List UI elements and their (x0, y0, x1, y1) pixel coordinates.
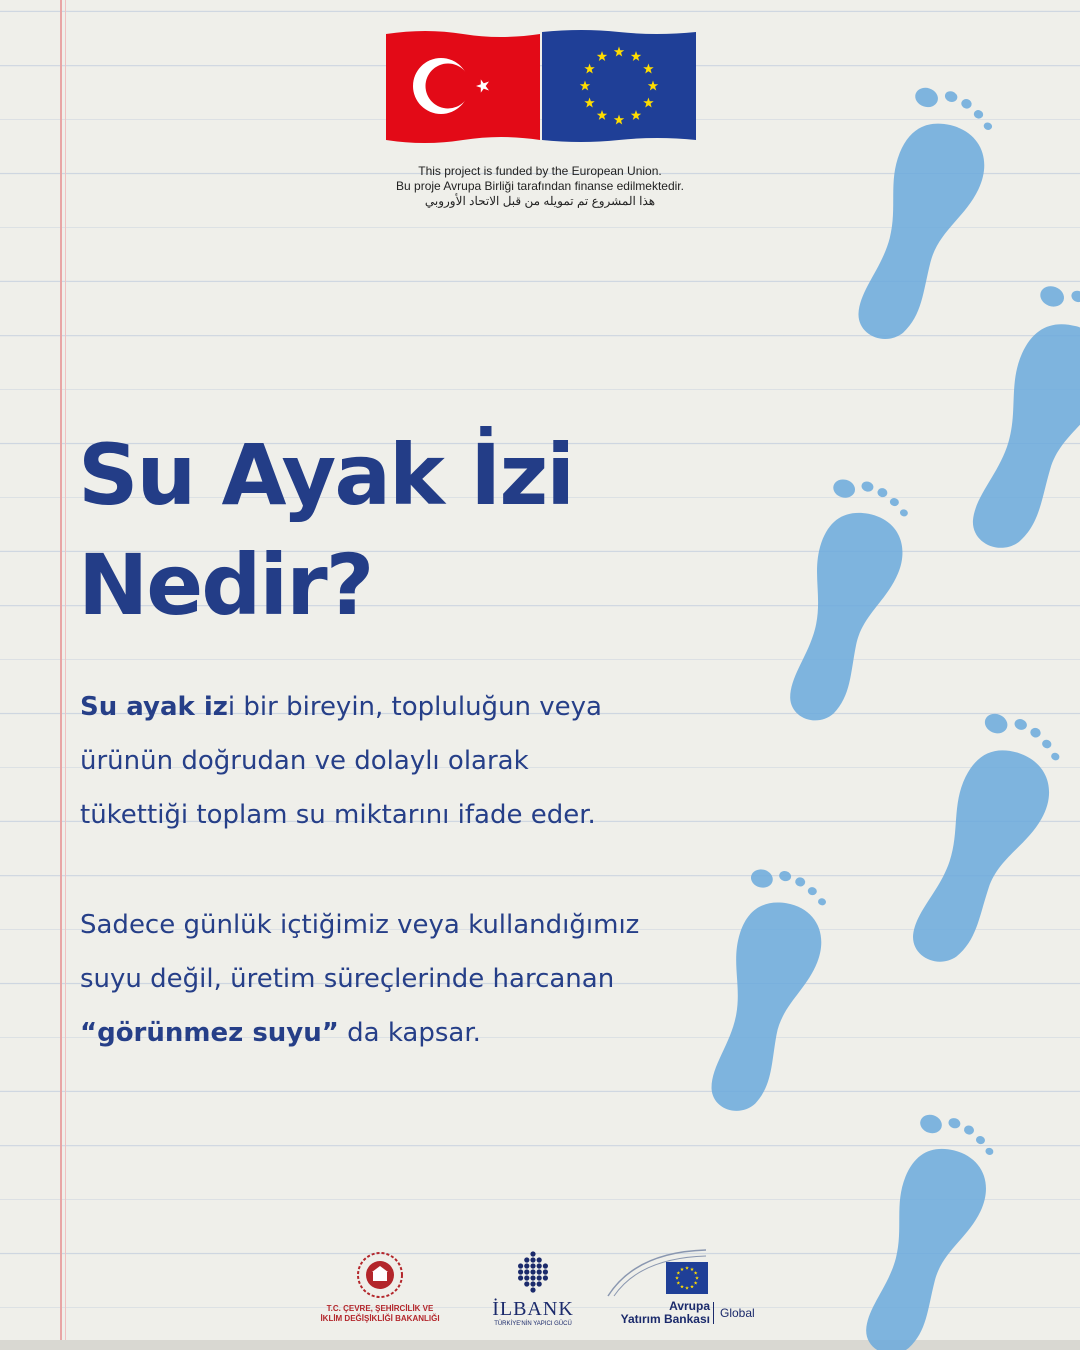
ilbank-dot (518, 1269, 523, 1274)
ilbank-dot (530, 1269, 535, 1274)
definition-line-1: i bir bireyin, topluluğun veya (227, 692, 602, 722)
ilbank-dot (530, 1287, 535, 1292)
title-line-1: Su Ayak İzi (78, 426, 574, 524)
ilbank-dot (530, 1257, 535, 1262)
ministry-name-line-1: T.C. ÇEVRE, ŞEHİRCİLİK VE (326, 1304, 434, 1313)
page-title (78, 420, 698, 640)
ilbank-dot (524, 1269, 529, 1274)
ilbank-dots-icon (510, 1250, 556, 1294)
ilbank-dot (530, 1251, 535, 1256)
margin-line (60, 0, 62, 1350)
ilbank-dot (524, 1257, 529, 1262)
turkey-flag-icon (386, 28, 540, 143)
ilbank-dot (537, 1269, 542, 1274)
eib-name-line-1: Avrupa (669, 1299, 710, 1313)
funding-line-tr: Bu proje Avrupa Birliği tarafından finanse edilmektedir. (396, 179, 684, 193)
ilbank-dot (530, 1263, 535, 1268)
eib-logo (606, 1248, 766, 1332)
ilbank-dot (537, 1257, 542, 1262)
torn-bottom-edge (0, 1340, 1080, 1350)
ilbank-dot (530, 1281, 535, 1286)
scope-line-3: da kapsar. (338, 1018, 481, 1048)
ilbank-dot (537, 1281, 542, 1286)
ministry-logo (300, 1250, 460, 1330)
definition-keyword: Su ayak iz (80, 692, 228, 722)
flags-group (386, 28, 696, 143)
ilbank-dot (518, 1263, 523, 1268)
ilbank-dot (524, 1263, 529, 1268)
scope-line-2: suyu değil, üretim süreçlerinde harcanan (80, 964, 615, 994)
ilbank-dot (524, 1281, 529, 1286)
ilbank-dot (530, 1275, 535, 1280)
eu-flag-icon (542, 28, 696, 143)
ilbank-name: İLBANK (492, 1298, 574, 1320)
ilbank-logo (478, 1250, 588, 1330)
ilbank-dot (524, 1275, 529, 1280)
ilbank-dot (543, 1275, 548, 1280)
funding-statement (340, 164, 740, 209)
scope-line-1: Sadece günlük içtiğimiz veya kullandığımız (80, 910, 640, 940)
ilbank-dot (537, 1275, 542, 1280)
funding-line-en: This project is funded by the European Union. (418, 164, 662, 178)
invisible-water-keyword: “görünmez suyu” (80, 1018, 339, 1048)
eib-arc-flag-icon (606, 1248, 716, 1300)
ilbank-dot (518, 1275, 523, 1280)
eib-name-line-2: Yatırım Bankası (620, 1312, 710, 1326)
ministry-name-line-2: İKLİM DEĞİŞİKLİĞİ BAKANLIĞI (320, 1314, 440, 1323)
margin-line-secondary (65, 0, 66, 1350)
ilbank-dot (543, 1263, 548, 1268)
funding-line-ar: هذا المشروع تم تمويله من قبل الاتحاد الأوروبي (424, 194, 656, 208)
eib-divider (713, 1302, 714, 1324)
definition-paragraph (80, 680, 720, 842)
ministry-emblem-icon (355, 1250, 405, 1300)
definition-line-2: ürünün doğrudan ve dolaylı olarak (80, 746, 529, 776)
eib-global: Global (720, 1306, 755, 1320)
definition-line-3: tükettiği toplam su miktarını ifade eder. (80, 800, 596, 830)
ilbank-tagline: TÜRKİYE'NİN YAPICI GÜCÜ (494, 1321, 572, 1327)
ilbank-dot (543, 1269, 548, 1274)
scope-paragraph (80, 898, 720, 1060)
ilbank-dot (537, 1263, 542, 1268)
title-line-2: Nedir? (78, 536, 373, 634)
